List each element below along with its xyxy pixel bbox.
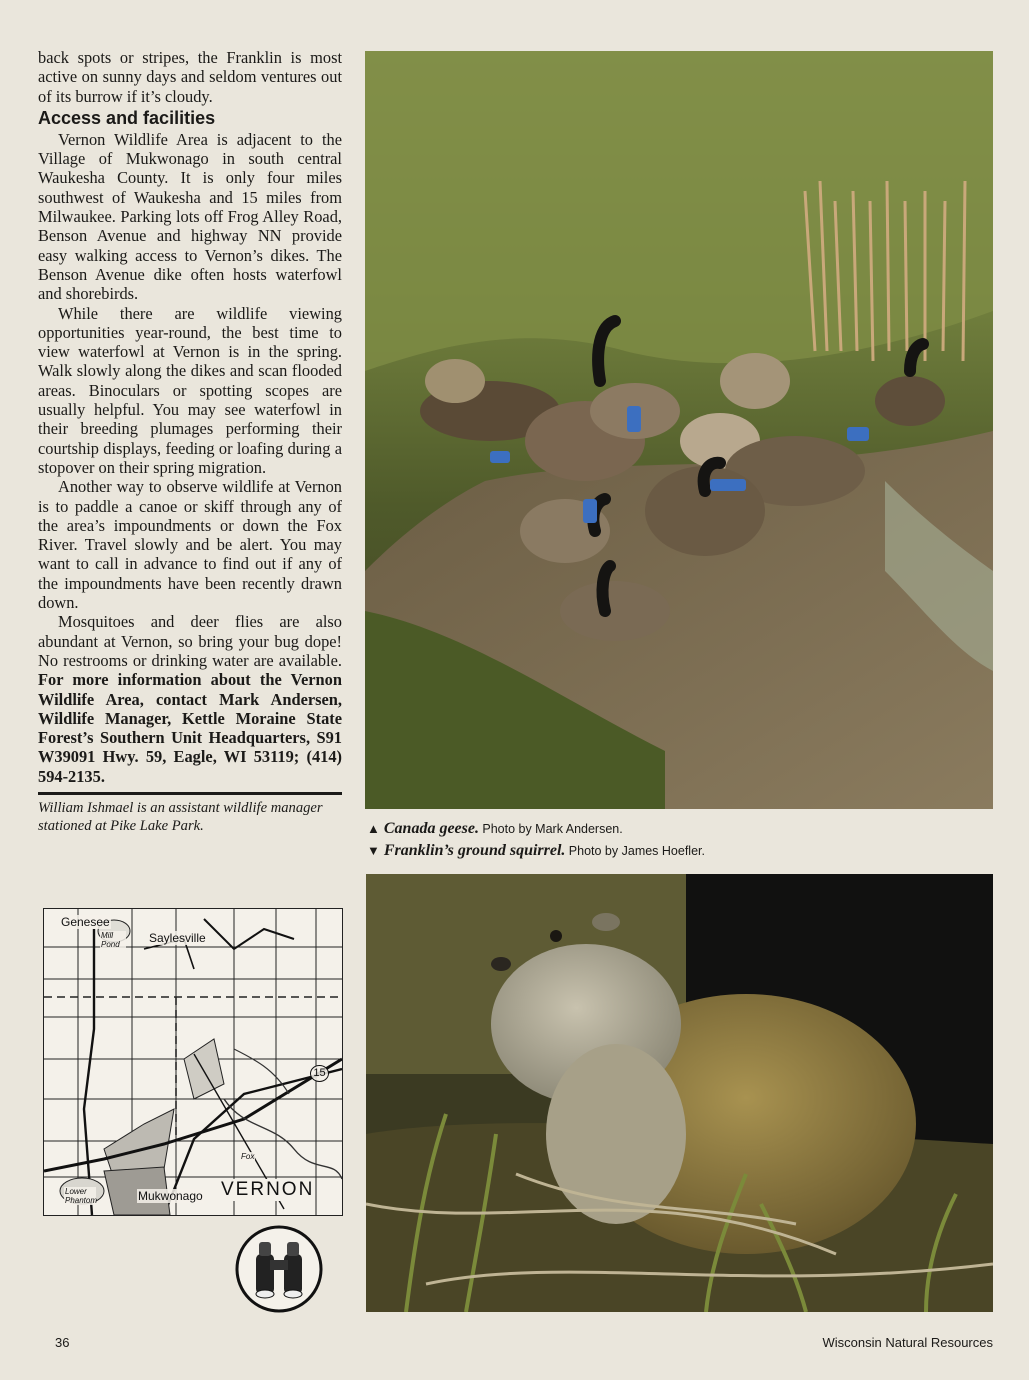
- up-triangle-icon: ▲: [367, 821, 380, 836]
- caption-geese: [367, 818, 1007, 840]
- paragraph-access: Vernon Wildlife Area is adjacent to the Village of Mukwonago in south central Waukesha County. It is only four miles southwest of Waukesha and 15 miles from Milwaukee. Parking lots off Frog Alley Road, Benson Avenue and highway NN provide easy walking access to Vernon’s dikes. The Benson Avenue dike often hosts waterfowl and shorebirds.: [38, 129, 342, 304]
- photo-captions: [367, 818, 1007, 862]
- route-15-shield: 15: [310, 1065, 329, 1082]
- paragraph-canoe: Another way to observe wildlife at Vernon is to paddle a canoe or skiff through any of the area’s impoundments or down the Fox River. Travel slowly and be alert. You may want to call in advance to find out if any of the impoundments have been recently drawn down.: [38, 477, 342, 613]
- caption-squirrel-credit: Photo by James Hoefler.: [568, 844, 705, 858]
- mosquito-text: Mosquitoes and deer flies are also abundant at Vernon, so bring your bug dope! No restrooms or drinking water are available.: [38, 612, 342, 670]
- map-label-genesee: Genesee: [61, 915, 110, 929]
- map-label-lower-phantom: Lower Phantom: [65, 1187, 98, 1205]
- map-linework: [44, 909, 342, 1215]
- map-label-mill-pond: Mill Pond: [100, 931, 126, 949]
- publication-title: Wisconsin Natural Resources: [822, 1335, 993, 1350]
- paragraph-intro: back spots or stripes, the Franklin is most active on sunny days and seldom ventures out of its burrow if it’s cloudy.: [38, 48, 342, 106]
- article-column: [38, 48, 342, 835]
- divider-rule: [38, 792, 342, 795]
- contact-info: For more information about the Vernon Wildlife Area, contact Mark Andersen, Wildlife Manager, Kettle Moraine State Forest’s Southern Unit Headquarters, S91 W39091 Hwy. 59, Eagle, WI 53119; (414) 594-2135.: [38, 670, 342, 786]
- caption-squirrel: [367, 840, 1007, 862]
- caption-geese-title: Canada geese.: [383, 820, 479, 837]
- page-number: 36: [55, 1335, 70, 1350]
- map-label-mukwonago: Mukwonago: [138, 1189, 203, 1203]
- author-byline: William Ishmael is an assistant wildlife manager stationed at Pike Lake Park.: [38, 799, 323, 834]
- vernon-area-map: [43, 908, 343, 1216]
- caption-geese-credit: Photo by Mark Andersen.: [482, 822, 623, 836]
- map-label-fox-river: Fox: [241, 1152, 255, 1161]
- canada-geese-photo: [365, 51, 993, 809]
- ground-squirrel-photo: [366, 874, 993, 1312]
- paragraph-mosquito: [38, 612, 342, 786]
- paragraph-viewing: While there are wildlife viewing opportunities year-round, the best time to view waterfowl at Vernon is in the spring. Walk slowly along the dikes and scan flooded areas. Binoculars or spotting scopes are usually helpful. You may see waterfowl in their breeding plumages performing their courtship displays, feeding or loafing during a stopover on their spring migration.: [38, 303, 342, 477]
- caption-squirrel-title: Franklin’s ground squirrel.: [383, 842, 566, 859]
- section-heading: Access and facilities: [38, 107, 216, 128]
- binoculars-icon: [234, 1224, 324, 1314]
- map-label-saylesville: Saylesville: [149, 931, 206, 945]
- map-label-vernon: VERNON: [221, 1179, 315, 1200]
- down-triangle-icon: ▼: [367, 843, 380, 858]
